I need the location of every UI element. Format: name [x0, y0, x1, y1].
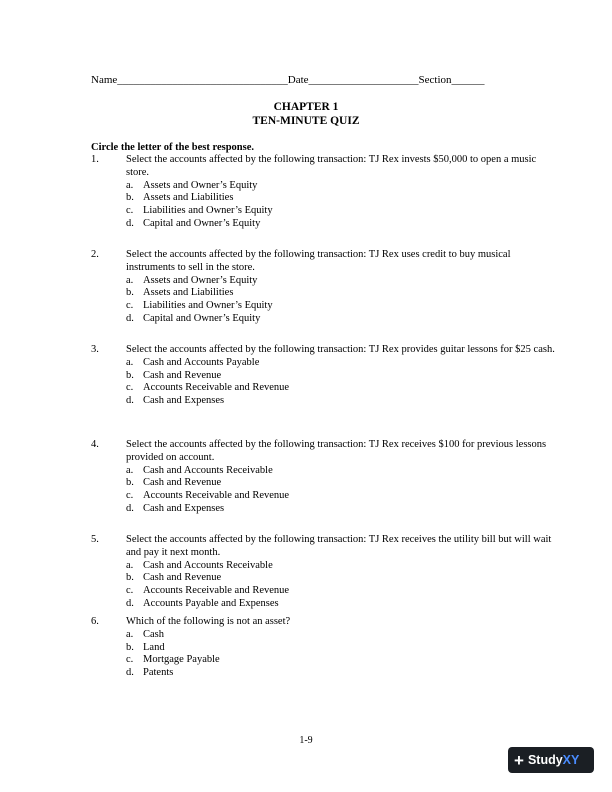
choice-letter: b.: [126, 192, 134, 204]
answer-choices: [126, 180, 561, 231]
choice-text: Assets and Liabilities: [143, 287, 234, 299]
answer-choice: [126, 382, 561, 395]
question-text: Select the accounts affected by the following transaction: TJ Rex receives the utility bill but will wait and pay it next month.: [126, 534, 552, 558]
answer-choice: [126, 275, 561, 288]
choice-text: Cash and Revenue: [143, 369, 222, 381]
choice-letter: b.: [126, 641, 134, 653]
question-number: 6.: [91, 616, 99, 627]
choice-letter: d.: [126, 667, 134, 679]
answer-choice: [126, 642, 561, 655]
answer-choice: [126, 180, 561, 193]
choice-text: Cash and Accounts Payable: [143, 356, 260, 368]
choice-letter: a.: [126, 464, 134, 476]
choice-letter: b.: [126, 287, 134, 299]
choice-text: Accounts Receivable and Revenue: [143, 382, 290, 394]
answer-choice: [126, 598, 561, 611]
answer-choice: [126, 218, 561, 231]
choice-text: Cash and Revenue: [143, 572, 222, 584]
answer-choices: [126, 275, 561, 326]
question-number: 4.: [91, 439, 99, 450]
question-row: [91, 616, 561, 629]
choice-text: Assets and Owner’s Equity: [143, 179, 258, 191]
choice-letter: a.: [126, 274, 134, 286]
answer-choice: [126, 465, 561, 478]
question-item: [91, 439, 561, 516]
plus-icon: +: [514, 750, 524, 770]
choice-text: Liabilities and Owner’s Equity: [143, 205, 273, 217]
choice-letter: a.: [126, 559, 134, 571]
answer-choice: [126, 313, 561, 326]
answer-choices: [126, 465, 561, 516]
choice-letter: d.: [126, 502, 134, 514]
answer-choice: [126, 560, 561, 573]
question-text: Select the accounts affected by the following transaction: TJ Rex provides guitar lessons for $25 cash.: [126, 344, 555, 355]
choice-text: Cash and Revenue: [143, 477, 222, 489]
choice-text: Capital and Owner’s Equity: [143, 217, 261, 229]
choice-letter: a.: [126, 179, 134, 191]
chapter-heading: CHAPTER 1: [273, 101, 339, 113]
choice-text: Assets and Liabilities: [143, 192, 234, 204]
choice-letter: d.: [126, 217, 134, 229]
question-text: Select the accounts affected by the following transaction: TJ Rex invests $50,000 to open a music store.: [126, 154, 537, 178]
choice-text: Accounts Payable and Expenses: [143, 597, 279, 609]
studyxy-watermark: [508, 747, 594, 773]
answer-choice: [126, 654, 561, 667]
question-row: [91, 344, 561, 357]
choice-text: Cash and Accounts Receivable: [143, 464, 273, 476]
question-row: [91, 534, 561, 560]
quiz-instruction: Circle the letter of the best response.: [91, 142, 255, 153]
question-text: Select the accounts affected by the following transaction: TJ Rex receives $100 for previous lessons provided on account.: [126, 439, 547, 463]
answer-choice: [126, 370, 561, 383]
choice-letter: c.: [126, 585, 134, 597]
question-row: [91, 154, 561, 180]
brand-name-xy: XY: [562, 753, 580, 767]
answer-choice: [126, 300, 561, 313]
choice-letter: d.: [126, 597, 134, 609]
question-row: [91, 439, 561, 465]
answer-choice: [126, 205, 561, 218]
student-info-line: Name_______________________________Date____________________Section______: [91, 74, 485, 86]
quiz-heading: TEN-MINUTE QUIZ: [252, 115, 360, 127]
choice-text: Mortgage Payable: [143, 654, 220, 666]
choice-letter: a.: [126, 356, 134, 368]
question-row: [91, 249, 561, 275]
question-number: 5.: [91, 534, 99, 545]
question-item: [91, 534, 561, 611]
question-item: [91, 154, 561, 231]
answer-choices: [126, 357, 561, 408]
answer-choice: [126, 572, 561, 585]
question-number: 1.: [91, 154, 99, 165]
choice-text: Accounts Receivable and Revenue: [143, 585, 290, 597]
answer-choice: [126, 357, 561, 370]
choice-text: Assets and Owner’s Equity: [143, 274, 258, 286]
answer-choice: [126, 490, 561, 503]
choice-letter: c.: [126, 382, 134, 394]
question-text: Which of the following is not an asset?: [126, 616, 291, 627]
choice-letter: d.: [126, 312, 134, 324]
page-number: 1-9: [299, 735, 313, 746]
answer-choice: [126, 629, 561, 642]
choice-letter: c.: [126, 300, 134, 312]
choice-text: Cash: [143, 628, 164, 640]
choice-text: Cash and Expenses: [143, 395, 225, 407]
choice-text: Accounts Receivable and Revenue: [143, 490, 290, 502]
choice-letter: b.: [126, 477, 134, 489]
answer-choice: [126, 287, 561, 300]
choice-letter: c.: [126, 654, 134, 666]
answer-choices: [126, 629, 561, 680]
answer-choice: [126, 667, 561, 680]
answer-choice: [126, 585, 561, 598]
choice-letter: b.: [126, 572, 134, 584]
choice-text: Liabilities and Owner’s Equity: [143, 300, 273, 312]
answer-choice: [126, 192, 561, 205]
choice-letter: a.: [126, 628, 134, 640]
choice-letter: c.: [126, 490, 134, 502]
question-number: 2.: [91, 249, 99, 260]
question-item: [91, 616, 561, 680]
choice-text: Cash and Expenses: [143, 502, 225, 514]
choice-letter: d.: [126, 395, 134, 407]
answer-choice: [126, 395, 561, 408]
question-item: [91, 249, 561, 326]
choice-text: Patents: [143, 667, 174, 679]
question-item: [91, 344, 561, 408]
question-text: Select the accounts affected by the following transaction: TJ Rex uses credit to buy musical instruments to sell in the store.: [126, 249, 511, 273]
choice-text: Cash and Accounts Receivable: [143, 559, 273, 571]
choice-text: Capital and Owner’s Equity: [143, 312, 261, 324]
answer-choices: [126, 560, 561, 611]
choice-letter: c.: [126, 205, 134, 217]
brand-name-study: Study: [527, 753, 563, 767]
answer-choice: [126, 477, 561, 490]
choice-text: Land: [143, 641, 165, 653]
question-number: 3.: [91, 344, 99, 355]
answer-choice: [126, 503, 561, 516]
choice-letter: b.: [126, 369, 134, 381]
